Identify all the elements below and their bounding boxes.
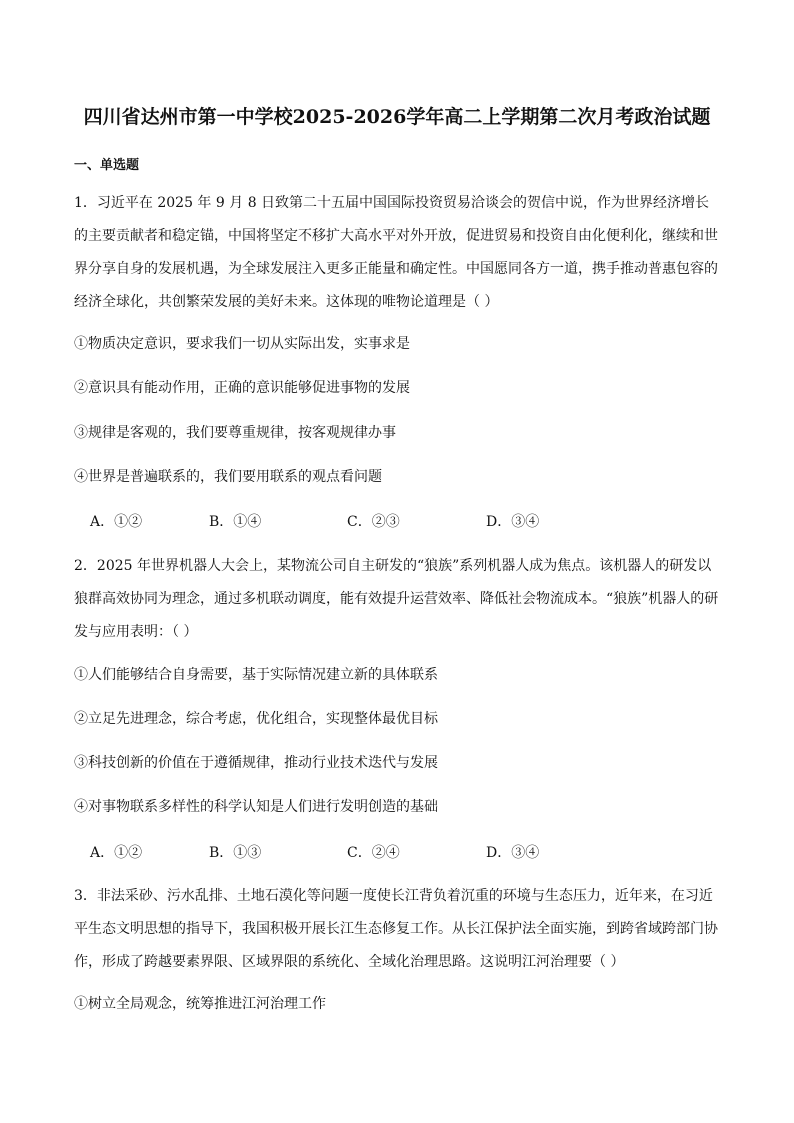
question-1-option-4: ④世界是普遍联系的，我们要用联系的观点看问题 bbox=[74, 469, 382, 485]
choice-d: D．③④ bbox=[486, 514, 540, 530]
question-2-stem: 2．2025 年世界机器人大会上，某物流公司自主研发的“狼族”系列机器人成为焦点。该机器人的研发以狼群高效协同为理念，通过多机联动调度，能有效提升运营效率、降低社会物流成本。“狼族”机器人的研发与应用表明：（ ） bbox=[74, 558, 719, 640]
choice-b: B．①④ bbox=[209, 514, 262, 530]
choice-c: C．②③ bbox=[347, 514, 400, 530]
question-2-option-1: ①人们能够结合自身需要，基于实际情况建立新的具体联系 bbox=[74, 667, 438, 683]
question-2-option-3: ③科技创新的价值在于遵循规律，推动行业技术迭代与发展 bbox=[74, 755, 438, 771]
question-2-option-4: ④对事物联系多样性的科学认知是人们进行发明创造的基础 bbox=[74, 799, 438, 815]
question-1-option-3: ③规律是客观的，我们要尊重规律，按客观规律办事 bbox=[74, 425, 396, 441]
question-2-option-2: ②立足先进理念，综合考虑，优化组合，实现整体最优目标 bbox=[74, 711, 438, 727]
question-1-stem: 1．习近平在 2025 年 9 月 8 日致第二十五届中国国际投资贸易洽谈会的贺信中说，作为世界经济增长的主要贡献者和稳定锚，中国将坚定不移扩大高水平对外开放，促进贸易和投资自由化便利化，继续和世界分享自身的发展机遇，为全球发展注入更多正能量和确定性。中国愿同各方一道，携手推动普惠包容的经济全球化，共创繁荣发展的美好未来。这体现的唯物论道理是（ ） bbox=[74, 195, 718, 310]
choice-c: C．②④ bbox=[347, 845, 400, 861]
section-heading: 一、单选题 bbox=[74, 158, 140, 173]
exam-title: 四川省达州市第一中学校2025-2026学年高二上学期第二次月考政治试题 bbox=[83, 106, 711, 128]
choice-d: D．③④ bbox=[486, 845, 540, 861]
choice-a: A．①② bbox=[90, 845, 143, 861]
question-1-option-2: ②意识具有能动作用，正确的意识能够促进事物的发展 bbox=[74, 380, 410, 396]
choice-a: A．①② bbox=[90, 514, 143, 530]
question-1-option-1: ①物质决定意识，要求我们一切从实际出发，实事求是 bbox=[74, 336, 410, 352]
choice-b: B．①③ bbox=[209, 845, 262, 861]
question-3-stem: 3．非法采砂、污水乱排、土地石漠化等问题一度使长江背负着沉重的环境与生态压力，近年来，在习近平生态文明思想的指导下，我国积极开展长江生态修复工作。从长江保护法全面实施，到跨省域跨部门协作，形成了跨越要素界限、区域界限的系统化、全域化治理思路。这说明江河治理要（ ） bbox=[74, 888, 718, 970]
question-3-option-1: ①树立全局观念，统筹推进江河治理工作 bbox=[74, 996, 326, 1012]
